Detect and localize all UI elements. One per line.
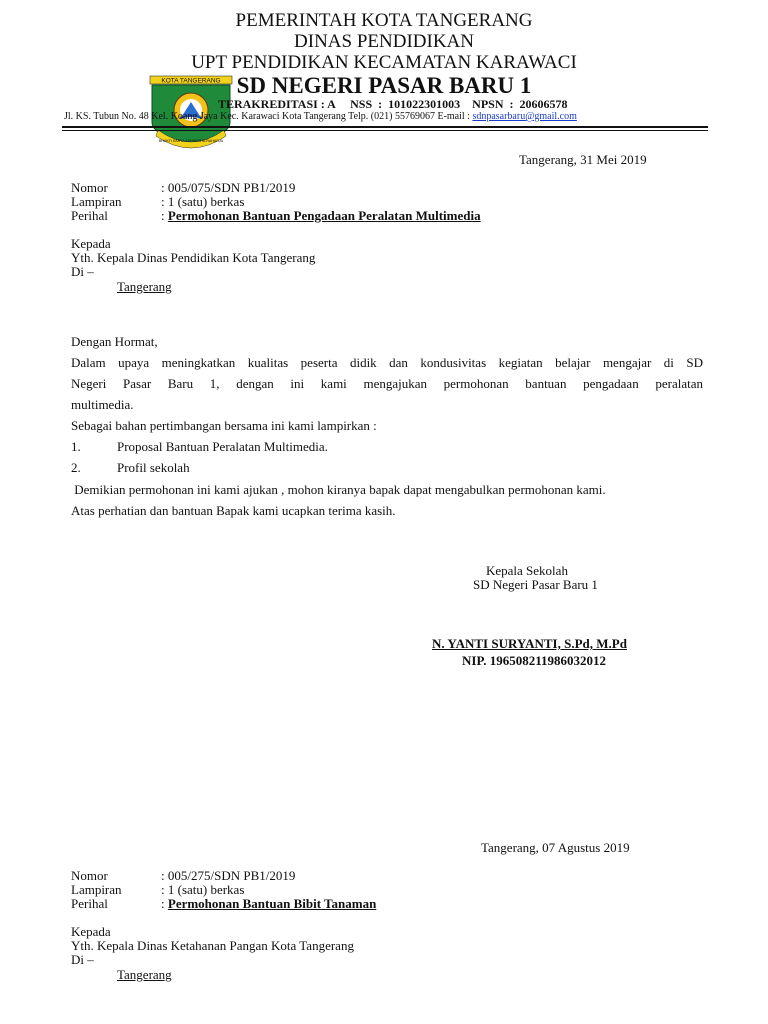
letter1-paragraph1-line3: multimedia.	[71, 397, 134, 412]
address-text: Jl. KS. Tubun No. 48 Kel. Koang Jaya Kec. Karawaci Kota Tangerang Telp. (021) 55769067 E-mail :	[64, 111, 473, 122]
letter2-nomor-value: : 005/275/SDN PB1/2019	[161, 868, 296, 883]
letter1-closing-1: Demikian permohonan ini kami ajukan , mohon kiranya bapak dapat mengabulkan permohonan kami.	[71, 482, 606, 497]
letter2-kepada: Kepada	[71, 924, 111, 939]
letter1-list-item-1: Proposal Bantuan Peralatan Multimedia.	[117, 439, 328, 454]
letter2-perihal-label: Perihal	[71, 896, 108, 911]
accreditation-line: TERAKREDITASI : A NSS : 101022301003 NPSN : 20606578	[218, 97, 568, 111]
letter1-paragraph1	[71, 352, 703, 415]
letter1-list-item-2: Profil sekolah	[117, 460, 190, 475]
letter1-nomor-value: : 005/075/SDN PB1/2019	[161, 180, 296, 195]
letter1-perihal-colon: :	[161, 208, 168, 223]
letterhead-divider-thin	[62, 130, 708, 131]
letter1-signature-title-2: SD Negeri Pasar Baru 1	[473, 577, 598, 592]
logo-motto-text: BHAKTI KARYA ADHIKERTA RAHARJA	[158, 139, 224, 143]
letter1-list-num-2: 2.	[71, 460, 81, 475]
letter2-city: Tangerang	[117, 967, 172, 982]
letter2-date: Tangerang, 07 Agustus 2019	[481, 840, 630, 855]
letter1-signature-name: N. YANTI SURYANTI, S.Pd, M.Pd	[432, 636, 627, 651]
letterhead-department: DINAS PENDIDIKAN	[294, 31, 474, 52]
letter1-perihal-value: Permohonan Bantuan Pengadaan Peralatan Multimedia	[167, 208, 481, 223]
letter1-date: Tangerang, 31 Mei 2019	[519, 152, 647, 167]
letterhead-upt: UPT PENDIDIKAN KECAMATAN KARAWACI	[191, 52, 577, 73]
letter2-perihal-colon: :	[161, 896, 168, 911]
letter1-perihal-label: Perihal	[71, 208, 108, 223]
email-link[interactable]: sdnpasarbaru@gmail.com	[472, 111, 577, 122]
letter2-recipient: Yth. Kepala Dinas Ketahanan Pangan Kota Tangerang	[71, 938, 354, 953]
address-line	[64, 111, 577, 122]
letter1-salutation: Dengan Hormat,	[71, 334, 158, 349]
letter1-paragraph1-line2: Negeri Pasar Baru 1, dengan ini kami mengajukan permohonan bantuan pengadaan peralatan	[71, 376, 703, 391]
letter1-paragraph2: Sebagai bahan pertimbangan bersama ini kami lampirkan :	[71, 418, 377, 433]
letter1-perihal	[161, 208, 481, 224]
letter1-di: Di –	[71, 264, 94, 279]
letter1-nomor-label: Nomor	[71, 180, 108, 195]
letter2-perihal	[161, 896, 376, 912]
letter2-lampiran-label: Lampiran	[71, 882, 122, 897]
letter1-city: Tangerang	[117, 279, 172, 294]
letter2-di: Di –	[71, 952, 94, 967]
letter1-recipient: Yth. Kepala Dinas Pendidikan Kota Tangerang	[71, 250, 316, 265]
letter2-lampiran-value: : 1 (satu) berkas	[161, 882, 245, 897]
letterhead-school-name: SD NEGERI PASAR BARU 1	[236, 73, 532, 98]
letter2-nomor-label: Nomor	[71, 868, 108, 883]
letter1-list-num-1: 1.	[71, 439, 81, 454]
letter1-kepada: Kepada	[71, 236, 111, 251]
letter2-perihal-value: Permohonan Bantuan Bibit Tanaman	[167, 896, 377, 911]
letter1-closing-2: Atas perhatian dan bantuan Bapak kami ucapkan terima kasih.	[71, 503, 396, 518]
letterhead-divider-thick	[62, 126, 708, 128]
letter1-signature-title-1: Kepala Sekolah	[486, 563, 568, 578]
letter1-signature-nip: NIP. 196508211986032012	[462, 653, 606, 668]
letter1-lampiran-value: : 1 (satu) berkas	[161, 194, 245, 209]
logo-title-text: KOTA TANGERANG	[161, 77, 221, 85]
letter1-lampiran-label: Lampiran	[71, 194, 122, 209]
letterhead-government: PEMERINTAH KOTA TANGERANG	[235, 10, 533, 31]
letter1-paragraph1-line1: Dalam upaya meningkatkan kualitas peserta didik dan kondusivitas kegiatan belajar mengajar di SD	[71, 355, 703, 370]
